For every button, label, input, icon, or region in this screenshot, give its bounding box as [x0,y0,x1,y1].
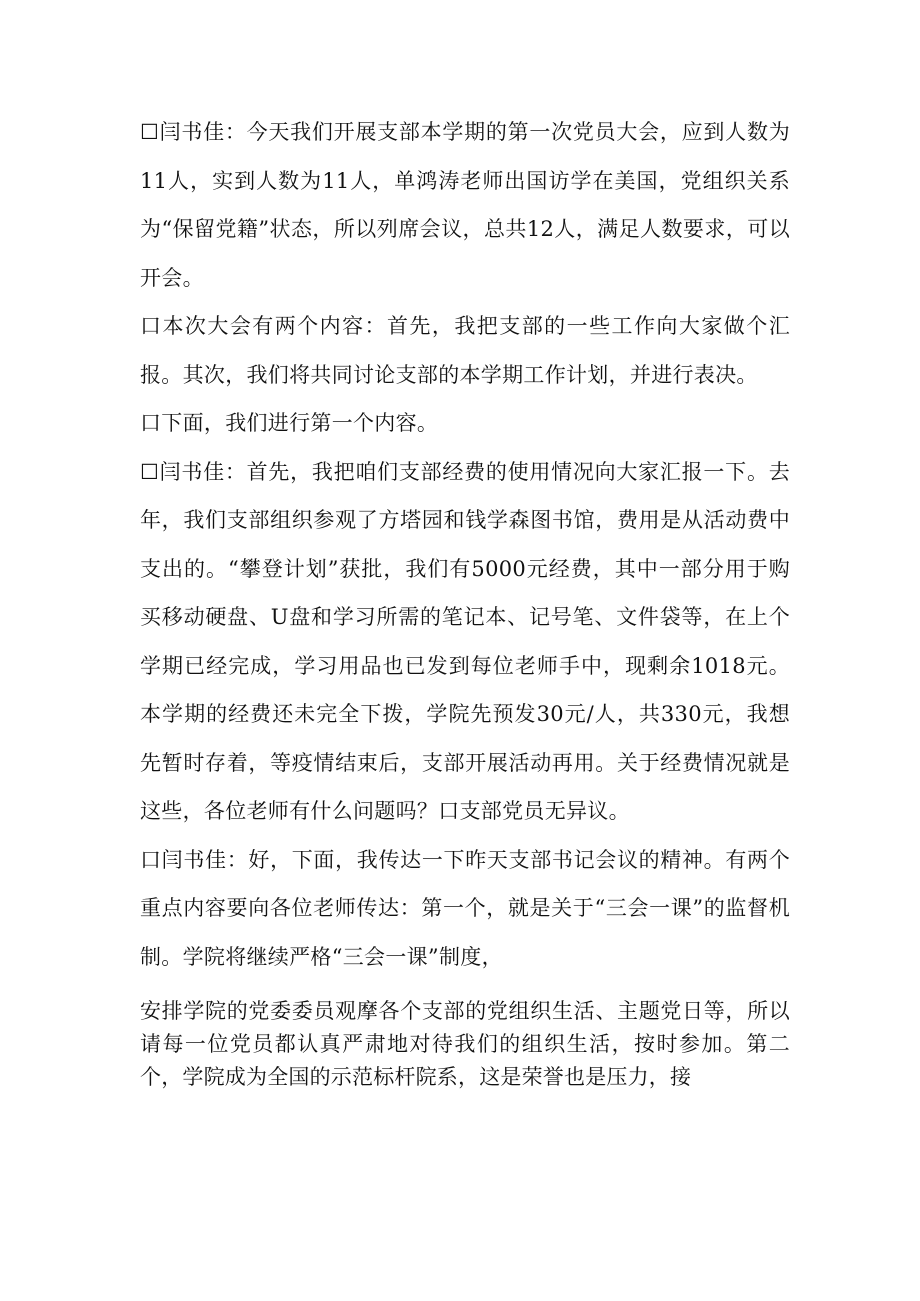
paragraph-secretary-meeting: 口闫书佳：好，下面，我传达一下昨天支部书记会议的精神。有两个重点内容要向各位老师传达：第一个，就是关于“三会一课”的监督机制。学院将继续严格“三会一课”制度， [140,847,790,969]
document-body [140,108,790,1094]
paragraph-meeting-opening: ☐闫书佳：今天我们开展支部本学期的第一次党员大会，应到人数为11人，实到人数为11人，单鸿涛老师出国访学在美国，党组织关系为“保留党籍”状态，所以列席会议，总共12人，满足人数要求，可以开会。 [140,120,790,290]
paragraph-first-item: 口下面，我们进行第一个内容。 [140,411,439,435]
paragraph-funding-report: ☐闫书佳：首先，我把咱们支部经费的使用情况向大家汇报一下。去年，我们支部组织参观了方塔园和钱学森图书馆，费用是从活动费中支出的。“攀登计划”获批，我们有5000元经费，其中一部分用于购买移动硬盘、U盘和学习所需的笔记本、记号笔、文件袋等，在上个学期已经完成，学习用品也已发到每位老师手中，现剩余1018元。本学期的经费还未完全下拨，学院先预发30元/人，共330元，我想先暂时存着，等疫情结束后，支部开展活动再用。关于经费情况就是这些，各位老师有什么问题吗？口支部党员无异议。 [140,459,790,823]
paragraph-supervision: 安排学院的党委委员观摩各个支部的党组织生活、主题党日等，所以请每一位党员都认真严肃地对待我们的组织生活，按时参加。第二个，学院成为全国的示范标杆院系，这是荣誉也是压力，接 [140,999,790,1089]
paragraph-agenda: 口本次大会有两个内容：首先，我把支部的一些工作向大家做个汇报。其次，我们将共同讨论支部的本学期工作计划，并进行表决。 [140,314,790,387]
